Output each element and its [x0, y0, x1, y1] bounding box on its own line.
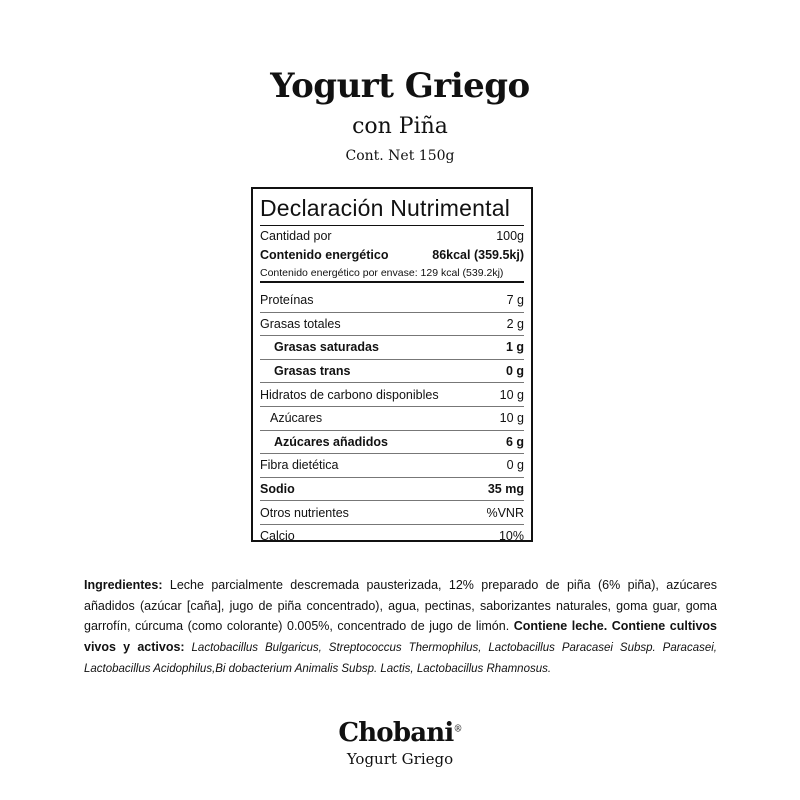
nutrient-label: Otros nutrientes — [260, 505, 349, 520]
nutrient-value: 1 g — [505, 340, 524, 355]
net-content: Cont. Net 150g — [345, 148, 455, 164]
nutrient-row — [260, 313, 524, 337]
allergen-statement: Contiene leche. Contiene cultivos vivos y activos: — [84, 619, 717, 654]
energy-per-pack: Contenido energético por envase: 129 kcal (539.2kj) — [260, 266, 504, 279]
nutrition-facts-panel — [251, 187, 533, 542]
nutrient-row — [260, 336, 524, 360]
energy-label: Contenido energético — [260, 248, 389, 262]
serving-size-row — [260, 226, 524, 246]
nutrient-value: 2 g — [506, 316, 524, 331]
nutrient-label: Calcio — [260, 529, 295, 544]
nutrient-label: Hidratos de carbono disponibles — [260, 387, 439, 402]
nutrient-label: Grasas trans — [274, 364, 351, 379]
nutrient-label: Grasas totales — [260, 316, 341, 331]
nutrient-row — [260, 407, 524, 431]
nutrient-label: Sodio — [260, 482, 295, 497]
nutrient-label: Fibra dietética — [260, 458, 339, 473]
product-subtitle: con Piña — [352, 114, 448, 139]
nutrient-value: 35 mg — [487, 482, 524, 497]
nutrient-row — [260, 289, 524, 313]
product-title: Yogurt Griego — [270, 66, 530, 106]
nutrient-row — [260, 360, 524, 384]
registered-mark: ® — [453, 724, 462, 735]
ingredients-text — [84, 575, 717, 680]
nutrient-value: 6 g — [505, 434, 524, 449]
nutrition-title: Declaración Nutrimental — [260, 191, 524, 226]
nutrient-value: 10 g — [499, 387, 524, 402]
nutrient-row — [260, 501, 524, 525]
nutrient-row — [260, 454, 524, 478]
ingredients-label: Ingredientes: — [84, 578, 163, 592]
brand-product: Yogurt Griego — [346, 750, 454, 768]
nutrient-value: 10 g — [499, 411, 524, 426]
energy-value: 86kcal (359.5kj) — [432, 248, 524, 262]
nutrient-value: %VNR — [486, 505, 524, 520]
nutrient-row — [260, 431, 524, 455]
nutrient-label: Proteínas — [260, 293, 314, 308]
nutrient-label: Azúcares — [270, 411, 323, 426]
ingredients-list: Leche parcialmente descremada pausterizada, 12% preparado de piña (6% piña), azúcares añadidos (azúcar [caña], jugo de piña concentrado), agua, pectinas, saborizantes naturales, goma guar, goma garrofín, cúrcuma (como colorante) 0.005%, concentrado de jugo de limón. — [84, 578, 717, 633]
nutrient-label: Grasas saturadas — [274, 340, 379, 355]
nutrient-row — [260, 383, 524, 407]
nutrient-value: 7 g — [506, 293, 524, 308]
nutrient-row — [260, 525, 524, 548]
nutrient-label: Azúcares añadidos — [274, 434, 388, 449]
energy-row — [260, 246, 524, 264]
energy-per-pack-row — [260, 264, 524, 283]
cultures-list: Lactobacillus Bulgaricus, Streptococcus Thermophilus, Lactobacillus Paracasei Subsp. Paracasei, Lactobacillus Acidophilus,Bi dobacterium Animalis Subsp. Lactis, Lactobacillus Rhamnosus. — [84, 641, 717, 675]
nutrient-row — [260, 478, 524, 502]
serving-value: 100g — [496, 229, 524, 243]
nutrient-value: 0 g — [506, 458, 524, 473]
brand-name: Chobani — [338, 718, 454, 748]
brand-logo — [0, 718, 800, 748]
nutrient-value: 0 g — [505, 364, 524, 379]
nutrient-value: 10% — [498, 529, 524, 544]
serving-label: Cantidad por — [260, 229, 332, 243]
